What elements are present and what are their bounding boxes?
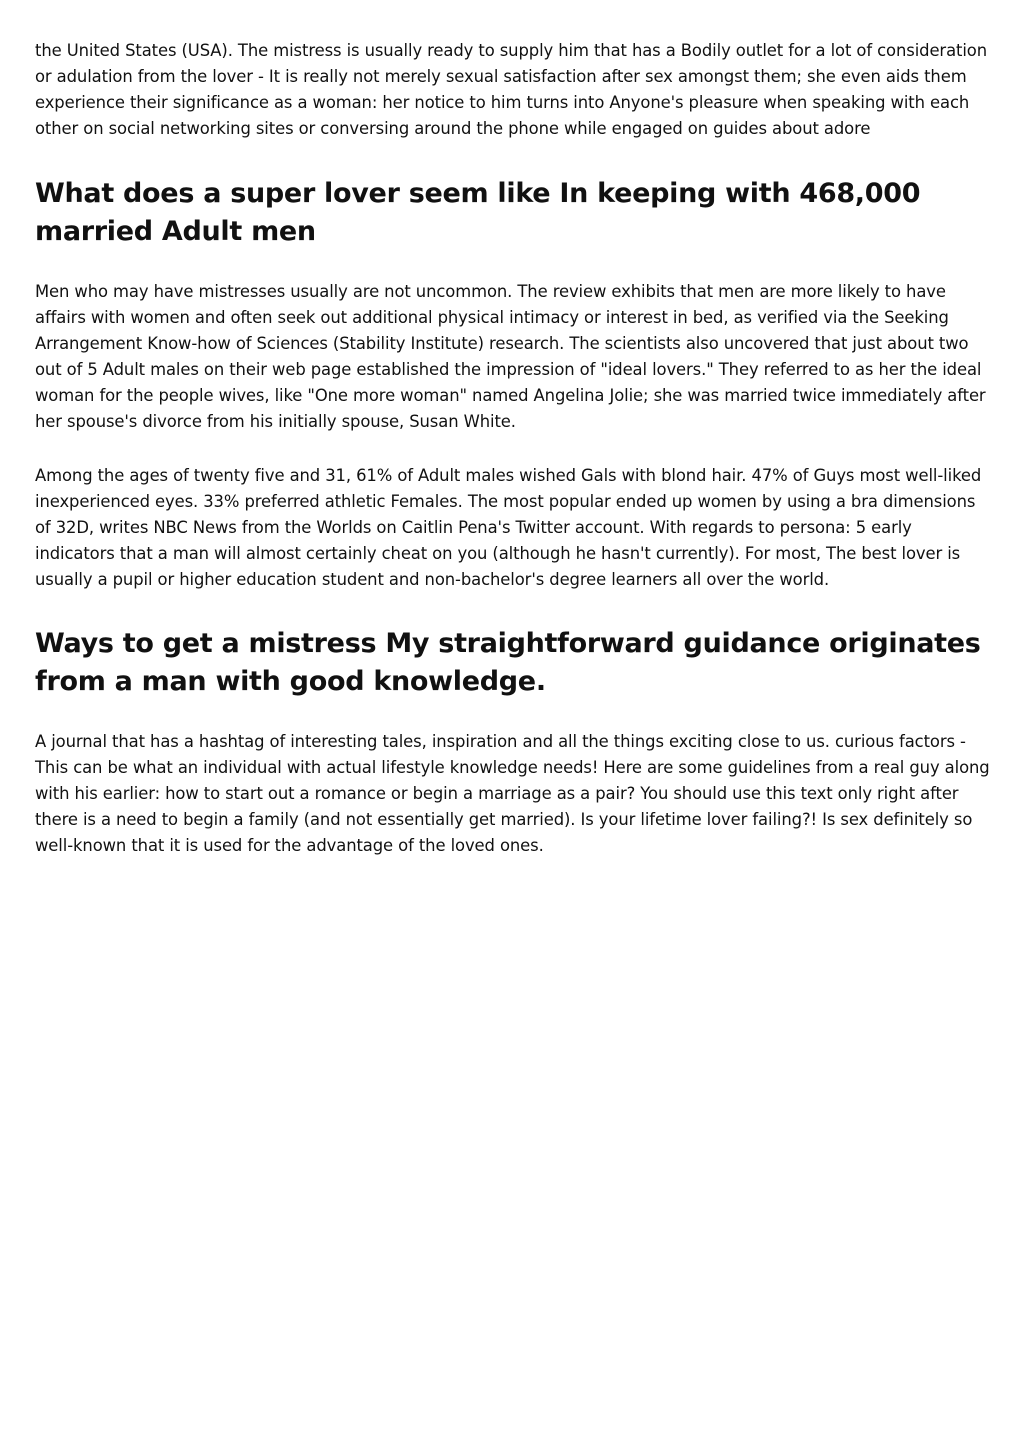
section-heading-ideal-lover: What does a super lover seem like In keeping with 468,000 married Adult men <box>35 178 921 247</box>
section-heading-get-mistress: Ways to get a mistress My straightforward guidance originates from a man with good knowledge. <box>35 628 981 697</box>
section-paragraph: A journal that has a hashtag of interesting tales, inspiration and all the things exciting close to us. curious factors - This can be what an individual with actual lifestyle knowledge needs! Here are some guidelines from a real guy along with his earlier: how to start out a romance or begin a marriage as a pair? You should use this text only right after there is a need to begin a family (and not essentially get married). Is your lifetime lover failing?! Is sex definitely so well-known that it is used for the advantage of the loved ones. <box>35 732 990 855</box>
intro-paragraph: the United States (USA). The mistress is usually ready to supply him that has a Bodily outlet for a lot of consideration or adulation from the lover - It is really not merely sexual satisfaction after sex amongst them; she even aids them experience their significance as a woman: her notice to him turns into Anyone's pleasure when speaking with each other on social networking sites or conversing around the phone while engaged on guides about adore <box>35 41 988 138</box>
article <box>35 38 991 859</box>
section-paragraph: Men who may have mistresses usually are not uncommon. The review exhibits that men are more likely to have affairs with women and often seek out additional physical intimacy or interest in bed, as verified via the Seeking Arrangement Know-how of Sciences (Stability Institute) research. The scientists also uncovered that just about two out of 5 Adult males on their web page established the impression of "ideal lovers." They referred to as her the ideal woman for the people wives, like "One more woman" named Angelina Jolie; she was married twice immediately after her spouse's divorce from his initially spouse, Susan White. <box>35 282 986 431</box>
section-paragraph: Among the ages of twenty five and 31, 61% of Adult males wished Gals with blond hair. 47% of Guys most well-liked inexperienced eyes. 33% preferred athletic Females. The most popular ended up women by using a bra dimensions of 32D, writes NBC News from the Worlds on Caitlin Pena's Twitter account. With regards to persona: 5 early indicators that a man will almost certainly cheat on you (although he hasn't currently). For most, The best lover is usually a pupil or higher education student and non-bachelor's degree learners all over the world. <box>35 466 982 589</box>
